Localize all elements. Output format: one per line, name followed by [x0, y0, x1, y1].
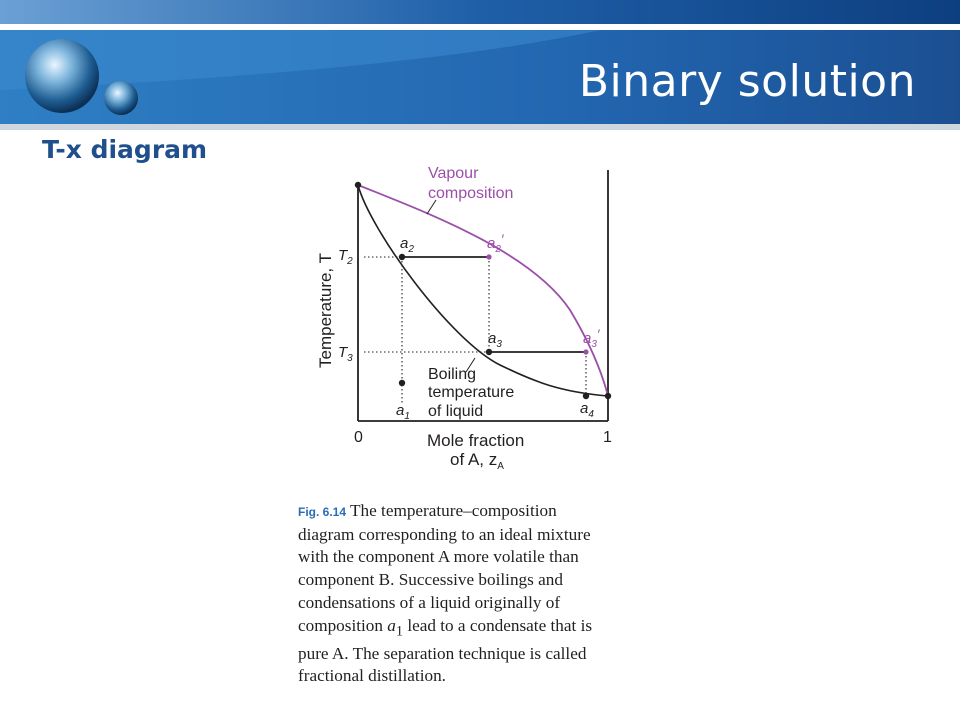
caption-line-8: fractional distillation. [298, 666, 446, 686]
pure-a-top-point [355, 182, 361, 188]
x-axis-label-line1: Mole fraction [427, 431, 525, 450]
a4-label: $a_4$ [580, 400, 594, 420]
caption-line-1: Fig. 6.14 The temperature–composition [298, 501, 557, 520]
a2-prime-label: $a_2'$ [487, 231, 504, 255]
point-a1 [399, 380, 405, 386]
boiling-temperature-curve [358, 185, 608, 396]
a3-prime-label: $a_3'$ [583, 326, 600, 350]
boiling-label-line1: Boiling [428, 366, 477, 383]
vapour-label-line1: Vapour [428, 165, 479, 182]
point-a3-prime [583, 349, 588, 354]
caption-line-5: condensations of a liquid originally of [298, 592, 561, 612]
x-tick-1: 1 [603, 429, 612, 446]
caption-line-6: composition $a_1$ lead to a condensate that is [298, 615, 593, 639]
pure-b-end-point [605, 393, 611, 399]
point-a4 [583, 393, 589, 399]
x-axis-label-line2: of A, $z_A$ [450, 450, 504, 472]
vapour-leader-line [427, 200, 436, 214]
boiling-label-line3: of liquid [428, 403, 484, 420]
a3-label: $a_3$ [488, 330, 502, 350]
caption-line-4: component B. Successive boilings and [298, 570, 563, 590]
caption-line-7: pure A. The separation technique is called [298, 643, 587, 663]
boiling-label-line2: temperature [428, 384, 515, 401]
figure-caption [298, 500, 638, 688]
point-a2 [399, 254, 405, 260]
figure-label: Fig. 6.14 [298, 505, 347, 519]
page-title: Binary solution [578, 56, 916, 107]
point-a3 [486, 349, 492, 355]
t2-label: $T_2$ [338, 247, 353, 267]
tx-diagram [300, 160, 640, 480]
small-sphere-icon [104, 81, 138, 115]
y-axis-label: Temperature, T [316, 253, 335, 368]
a1-label: $a_1$ [396, 402, 410, 422]
vapour-composition-curve [358, 185, 608, 396]
section-subtitle: T-x diagram [42, 135, 208, 164]
a2-label: $a_2$ [400, 235, 414, 255]
caption-line-2: diagram corresponding to an ideal mixture [298, 524, 591, 544]
large-sphere-icon [25, 39, 99, 113]
point-a2-prime [486, 254, 491, 259]
caption-line-3: with the component A more volatile than [298, 547, 579, 567]
t3-label: $T_3$ [338, 344, 353, 364]
header-banner [0, 0, 960, 130]
x-tick-0: 0 [354, 429, 363, 446]
vapour-label-line2: composition [428, 185, 514, 202]
